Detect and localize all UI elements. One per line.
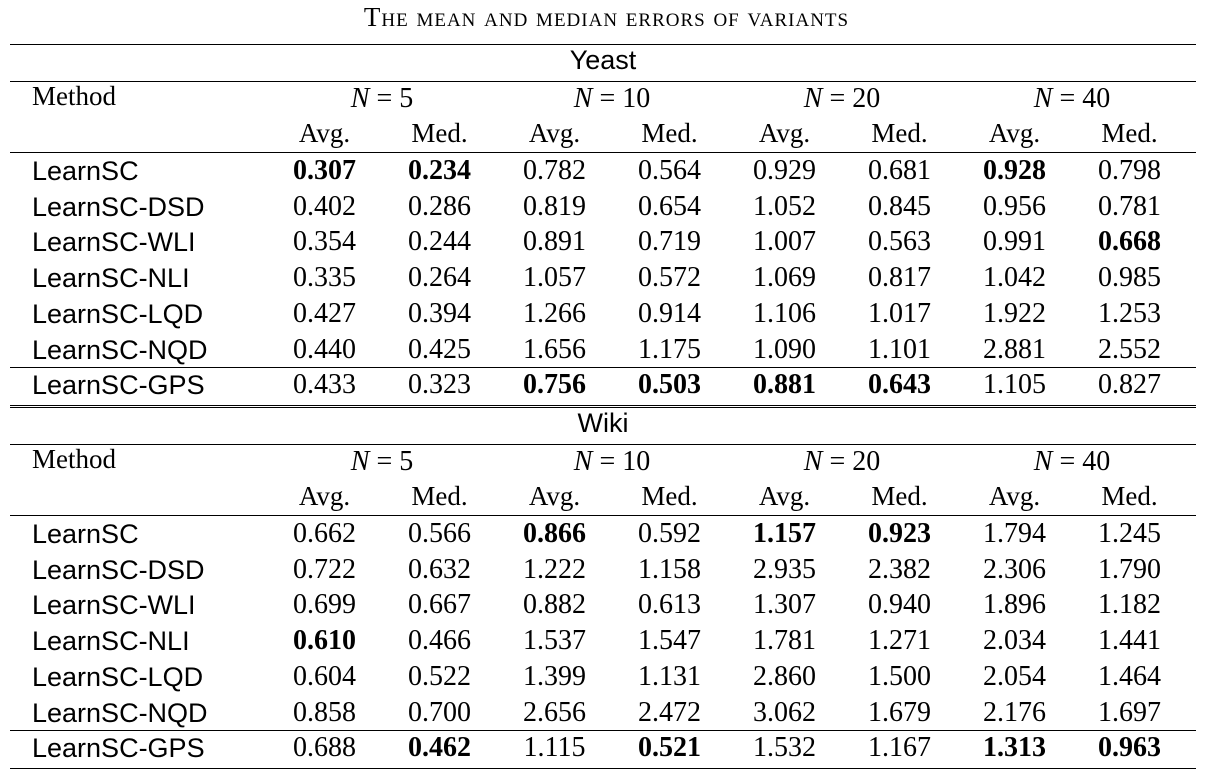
avg-value: 1.896 — [983, 589, 1046, 621]
n-value: = 5 — [369, 446, 414, 477]
avg-value: 2.935 — [753, 553, 816, 585]
med-value: 1.101 — [868, 333, 931, 365]
med-value: 0.394 — [408, 297, 471, 329]
avg-value: 1.399 — [523, 660, 586, 692]
table-row — [10, 588, 1196, 624]
avg-value: 0.610 — [293, 625, 356, 657]
med-value: 0.668 — [1098, 226, 1161, 258]
avg-header: Avg. — [758, 118, 811, 148]
med-value: 0.667 — [408, 589, 471, 621]
med-value: 0.700 — [408, 696, 471, 728]
avg-value: 0.782 — [523, 155, 586, 186]
med-value: 0.781 — [1098, 190, 1161, 222]
avg-value: 1.042 — [983, 262, 1046, 294]
avg-value: 2.656 — [523, 696, 586, 728]
group-header-n1 — [497, 446, 727, 478]
med-value: 0.719 — [638, 226, 701, 258]
header-rule — [10, 515, 1196, 516]
group-header-n3 — [957, 83, 1187, 115]
avg-header: Avg. — [528, 481, 581, 511]
med-value: 0.234 — [408, 155, 471, 186]
n-variable: N — [803, 446, 823, 477]
method-name: LearnSC-GPS — [32, 733, 205, 764]
avg-value: 1.106 — [753, 297, 816, 329]
avg-value: 0.956 — [983, 190, 1046, 222]
table-row — [10, 696, 1196, 732]
n-variable: N — [573, 446, 593, 477]
med-value: 0.521 — [638, 732, 701, 764]
method-name: LearnSC-NLI — [32, 263, 190, 294]
avg-value: 2.034 — [983, 625, 1046, 657]
avg-value: 1.307 — [753, 589, 816, 621]
dataset-title: Wiki — [577, 408, 629, 438]
med-header: Med. — [411, 118, 468, 148]
avg-value: 0.866 — [523, 518, 586, 549]
avg-value: 1.057 — [523, 262, 586, 294]
med-value: 1.547 — [638, 625, 701, 657]
avg-value: 0.991 — [983, 226, 1046, 258]
med-header: Med. — [1101, 118, 1158, 148]
med-value: 1.464 — [1098, 660, 1161, 692]
med-value: 0.564 — [638, 155, 701, 186]
avg-value: 0.335 — [293, 262, 356, 294]
avg-header: Avg. — [528, 118, 581, 148]
group-header-n0 — [267, 446, 497, 478]
med-value: 2.382 — [868, 553, 931, 585]
med-value: 0.914 — [638, 297, 701, 329]
table-row — [10, 333, 1196, 369]
dataset-rule — [10, 81, 1196, 82]
table-wiki — [10, 407, 1196, 777]
avg-value: 0.929 — [753, 155, 816, 186]
avg-value: 1.222 — [523, 553, 586, 585]
med-value: 0.985 — [1098, 262, 1161, 294]
avg-value: 0.699 — [293, 589, 356, 621]
bottom-rule — [10, 405, 1196, 406]
med-value: 0.522 — [408, 660, 471, 692]
table-yeast — [10, 44, 1196, 414]
avg-header: Avg. — [298, 481, 351, 511]
avg-value: 1.052 — [753, 190, 816, 222]
avg-value: 2.054 — [983, 660, 1046, 692]
group-header-n3 — [957, 446, 1187, 478]
n-value: = 20 — [822, 446, 881, 477]
avg-value: 0.756 — [523, 369, 586, 401]
med-value: 0.563 — [868, 226, 931, 258]
avg-value: 0.662 — [293, 518, 356, 549]
med-value: 1.790 — [1098, 553, 1161, 585]
med-value: 0.654 — [638, 190, 701, 222]
method-name: LearnSC-DSD — [32, 554, 205, 585]
avg-value: 2.306 — [983, 553, 1046, 585]
avg-value: 0.722 — [293, 553, 356, 585]
med-value: 1.167 — [868, 732, 931, 764]
table-caption: The mean and median errors of variants — [363, 2, 850, 32]
avg-value: 1.922 — [983, 297, 1046, 329]
table-row — [10, 660, 1196, 696]
med-value: 0.466 — [408, 625, 471, 657]
n-value: = 20 — [822, 83, 881, 114]
med-value: 0.462 — [408, 732, 471, 764]
med-value: 1.131 — [638, 660, 701, 692]
avg-value: 1.069 — [753, 262, 816, 294]
med-value: 1.697 — [1098, 696, 1161, 728]
method-name: LearnSC-DSD — [32, 191, 205, 222]
avg-value: 0.858 — [293, 696, 356, 728]
med-value: 0.264 — [408, 262, 471, 294]
med-value: 0.643 — [868, 369, 931, 401]
n-value: = 10 — [592, 446, 651, 477]
med-value: 1.441 — [1098, 625, 1161, 657]
med-value: 1.017 — [868, 297, 931, 329]
med-value: 0.798 — [1098, 155, 1161, 186]
avg-value: 0.881 — [753, 369, 816, 401]
med-value: 0.940 — [868, 589, 931, 621]
med-value: 0.613 — [638, 589, 701, 621]
method-header: Method — [32, 81, 116, 111]
n-value: = 40 — [1052, 83, 1111, 114]
method-name: LearnSC-NQD — [32, 334, 208, 365]
group-header-n0 — [267, 83, 497, 115]
avg-value: 2.881 — [983, 333, 1046, 365]
avg-value: 0.402 — [293, 190, 356, 222]
n-value: = 40 — [1052, 446, 1111, 477]
method-name: LearnSC-NLI — [32, 626, 190, 657]
table-row — [10, 517, 1196, 553]
avg-value: 0.354 — [293, 226, 356, 258]
avg-value: 1.781 — [753, 625, 816, 657]
med-value: 0.845 — [868, 190, 931, 222]
avg-value: 1.532 — [753, 732, 816, 764]
avg-header: Avg. — [298, 118, 351, 148]
avg-value: 1.794 — [983, 518, 1046, 549]
avg-value: 1.007 — [753, 226, 816, 258]
med-header: Med. — [1101, 481, 1158, 511]
med-value: 0.681 — [868, 155, 931, 186]
table-row — [10, 225, 1196, 261]
med-value: 0.817 — [868, 262, 931, 294]
med-value: 1.245 — [1098, 518, 1161, 549]
avg-value: 0.928 — [983, 155, 1046, 186]
method-header: Method — [32, 444, 116, 474]
avg-value: 0.882 — [523, 589, 586, 621]
med-value: 0.592 — [638, 518, 701, 549]
table-row — [10, 297, 1196, 333]
table-row — [10, 624, 1196, 660]
method-name: LearnSC-WLI — [32, 227, 196, 258]
med-value: 0.286 — [408, 190, 471, 222]
med-header: Med. — [871, 118, 928, 148]
avg-value: 2.176 — [983, 696, 1046, 728]
method-name: LearnSC — [32, 519, 139, 549]
med-value: 2.552 — [1098, 333, 1161, 365]
avg-value: 1.656 — [523, 333, 586, 365]
avg-value: 0.604 — [293, 660, 356, 692]
med-value: 1.182 — [1098, 589, 1161, 621]
med-value: 0.963 — [1098, 732, 1161, 764]
group-header-n1 — [497, 83, 727, 115]
avg-value: 1.115 — [523, 732, 586, 764]
med-value: 1.500 — [868, 660, 931, 692]
med-value: 0.323 — [408, 369, 471, 401]
avg-value: 1.313 — [983, 732, 1046, 764]
avg-header: Avg. — [758, 481, 811, 511]
method-name: LearnSC-WLI — [32, 590, 196, 621]
med-value: 1.679 — [868, 696, 931, 728]
med-value: 1.158 — [638, 553, 701, 585]
avg-value: 0.688 — [293, 732, 356, 764]
n-variable: N — [803, 83, 823, 114]
group-header-n2 — [727, 446, 957, 478]
avg-value: 1.090 — [753, 333, 816, 365]
avg-value: 0.427 — [293, 297, 356, 329]
avg-value: 0.819 — [523, 190, 586, 222]
avg-value: 1.537 — [523, 625, 586, 657]
med-value: 0.244 — [408, 226, 471, 258]
avg-value: 0.891 — [523, 226, 586, 258]
med-value: 0.632 — [408, 553, 471, 585]
n-variable: N — [350, 446, 370, 477]
avg-value: 0.307 — [293, 155, 356, 186]
avg-value: 1.266 — [523, 297, 586, 329]
n-value: = 5 — [369, 83, 414, 114]
n-variable: N — [1033, 83, 1053, 114]
bottom-rule — [10, 768, 1196, 769]
dataset-rule — [10, 444, 1196, 445]
avg-value: 3.062 — [753, 696, 816, 728]
avg-value: 0.440 — [293, 333, 356, 365]
avg-value: 1.105 — [983, 369, 1046, 401]
table-row — [10, 154, 1196, 190]
med-header: Med. — [871, 481, 928, 511]
table-row — [10, 261, 1196, 297]
med-value: 1.175 — [638, 333, 701, 365]
table-row — [10, 553, 1196, 589]
method-name: LearnSC-LQD — [32, 298, 204, 329]
table-row — [10, 190, 1196, 226]
method-name: LearnSC-LQD — [32, 661, 204, 692]
method-name: LearnSC-GPS — [32, 370, 205, 401]
table-row — [10, 368, 1196, 404]
avg-value: 0.433 — [293, 369, 356, 401]
n-value: = 10 — [592, 83, 651, 114]
med-value: 0.503 — [638, 369, 701, 401]
med-value: 0.425 — [408, 333, 471, 365]
med-value: 0.827 — [1098, 369, 1161, 401]
method-name: LearnSC — [32, 156, 139, 186]
table-row — [10, 731, 1196, 767]
n-variable: N — [350, 83, 370, 114]
avg-value: 2.860 — [753, 660, 816, 692]
med-value: 1.253 — [1098, 297, 1161, 329]
med-value: 0.923 — [868, 518, 931, 549]
method-name: LearnSC-NQD — [32, 697, 208, 728]
header-rule — [10, 152, 1196, 153]
med-value: 1.271 — [868, 625, 931, 657]
group-header-n2 — [727, 83, 957, 115]
avg-value: 1.157 — [753, 518, 816, 549]
med-header: Med. — [411, 481, 468, 511]
med-value: 0.566 — [408, 518, 471, 549]
avg-header: Avg. — [988, 118, 1041, 148]
n-variable: N — [1033, 446, 1053, 477]
dataset-title: Yeast — [569, 45, 637, 75]
med-value: 2.472 — [638, 696, 701, 728]
med-header: Med. — [641, 481, 698, 511]
avg-header: Avg. — [988, 481, 1041, 511]
med-value: 0.572 — [638, 262, 701, 294]
n-variable: N — [573, 83, 593, 114]
med-header: Med. — [641, 118, 698, 148]
